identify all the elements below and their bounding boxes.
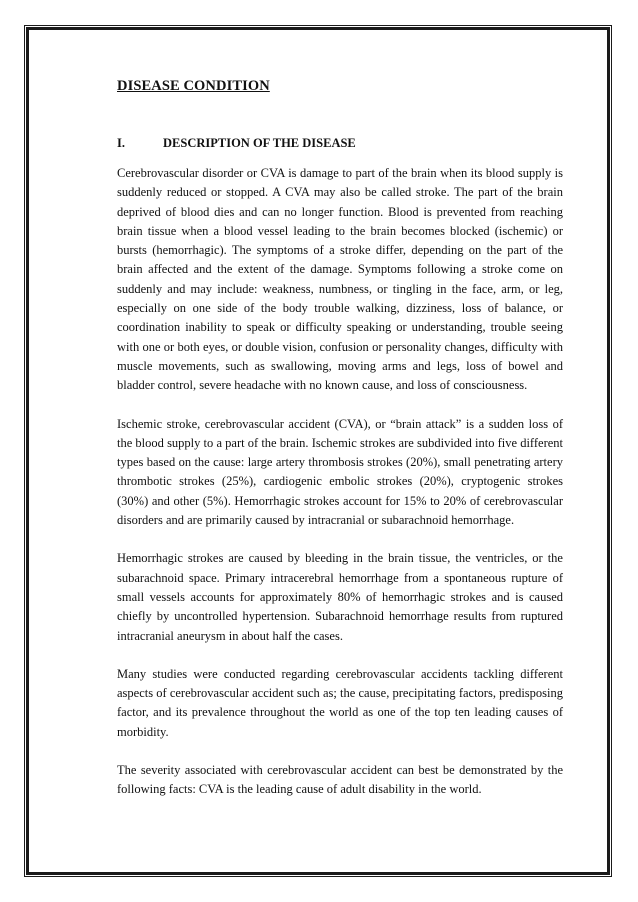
- paragraph-severity: The severity associated with cerebrovascular accident can best be demonstrated by the following facts: CVA is the leading cause of adult disability in the world.: [117, 763, 563, 797]
- paragraph-hemorrhagic-stroke: Hemorrhagic strokes are caused by bleeding in the brain tissue, the ventricles, or the subarachnoid space. Primary intracerebral hemorrhage from a spontaneous rupture of small vessels accounts for approximately 80% of hemorrhagic strokes and is caused chiefly by uncontrolled hypertension. Subarachnoid hemorrhage results from ruptured intracranial aneurysm in about half the cases.: [117, 551, 563, 643]
- paragraph-stroke-overview: Cerebrovascular disorder or CVA is damage to part of the brain when its blood supply is suddenly reduced or stopped. A CVA may also be called stroke. The part of the brain deprived of blood dies and can no longer function. Blood is prevented from reaching brain tissue when a blood vessel leading to the brain becomes blocked (ischemic) or bursts (hemorrhagic). The symptoms of a stroke differ, depending on the part of the brain affected and the extent of the damage. Symptoms following a stroke come on suddenly and may include: weakness, numbness, or tingling in the face, arm, or leg, especially on one side of the body trouble walking, dizziness, loss of balance, or coordination inability to speak or difficulty speaking or understanding, trouble seeing with one or both eyes, or double vision, confusion or personality changes, difficulty with muscle movements, such as swallowing, moving arms and legs, loss of bowel and bladder control, severe headache with no known cause, and loss of consciousness.: [117, 166, 563, 393]
- section-heading: [117, 136, 563, 151]
- section-title: DESCRIPTION OF THE DISEASE: [163, 136, 356, 150]
- paragraph-studies: Many studies were conducted regarding cerebrovascular accidents tackling different aspects of cerebrovascular accident such as; the cause, precipitating factors, predisposing factor, and its prevalence throughout the world as one of the top ten leading causes of morbidity.: [117, 666, 563, 739]
- paragraph-ischemic-stroke: Ischemic stroke, cerebrovascular accident (CVA), or “brain attack” is a sudden loss of the blood supply to a part of the brain. Ischemic strokes are subdivided into five different types based on the cause: large artery thrombosis strokes (20%), small penetrating artery thrombotic strokes (25%), cardiogenic embolic strokes (20%), cryptogenic strokes (30%) and other (5%). Hemorrhagic strokes account for 15% to 20% of cerebrovascular disorders and are primarily caused by intracranial or subarachnoid hemorrhage.: [117, 416, 563, 528]
- document-title: DISEASE CONDITION: [117, 78, 270, 94]
- section-number: I.: [117, 136, 125, 150]
- document-body: [117, 78, 563, 819]
